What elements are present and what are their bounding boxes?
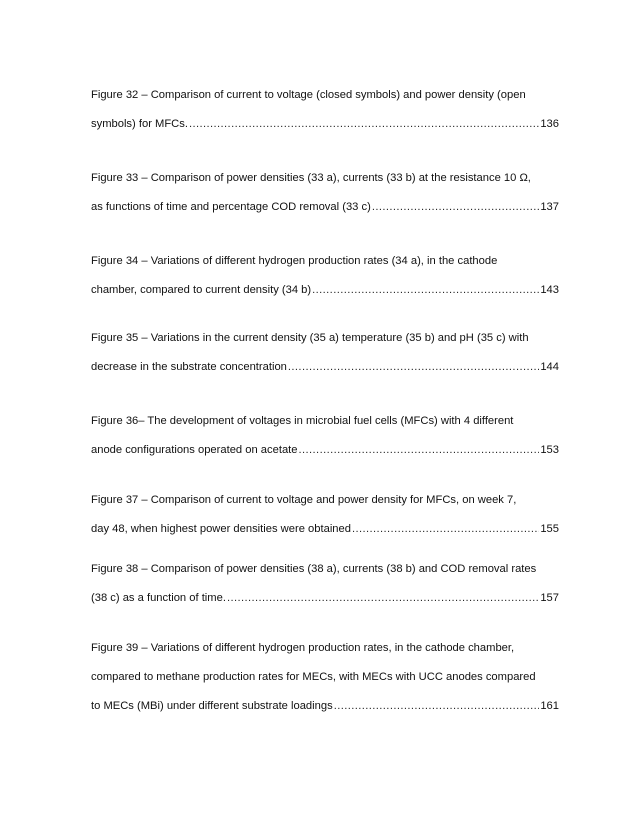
entry-leader-line [91, 283, 559, 297]
dot-leader [299, 443, 540, 457]
entry-text-line: Figure 33 – Comparison of power densities (33 a), currents (33 b) at the resistance 10 Ω, [91, 172, 531, 184]
toc-entry-figure-38 [91, 562, 559, 605]
entry-text-end: decrease in the substrate concentration [91, 361, 287, 373]
dot-leader [312, 283, 539, 297]
entry-leader-line [91, 360, 559, 374]
entry-text-line: Figure 36– The development of voltages in microbial fuel cells (MFCs) with 4 different [91, 415, 514, 427]
entry-text-line: Figure 32 – Comparison of current to voltage (closed symbols) and power density (open [91, 89, 526, 101]
entry-text-line: Figure 35 – Variations in the current density (35 a) temperature (35 b) and pH (35 c) with [91, 332, 529, 344]
entry-leader-line [91, 200, 559, 214]
page-number: 153 [540, 444, 559, 456]
dot-leader [189, 117, 539, 131]
dot-leader [288, 360, 539, 374]
entry-text-line: compared to methane production rates for MECs, with MECs with UCC anodes compared [91, 671, 536, 683]
entry-text-line: Figure 34 – Variations of different hydrogen production rates (34 a), in the cathode [91, 255, 498, 267]
page-number: 157 [540, 592, 559, 604]
dot-leader [372, 200, 540, 214]
page-number: 161 [540, 700, 559, 712]
entry-text-line: Figure 38 – Comparison of power densities (38 a), currents (38 b) and COD removal rates [91, 563, 537, 575]
dot-leader [227, 591, 539, 605]
entry-leader-line [91, 443, 559, 457]
entry-text-line: Figure 37 – Comparison of current to voltage and power density for MFCs, on week 7, [91, 494, 517, 506]
entry-leader-line [91, 591, 559, 605]
page-number: 143 [540, 284, 559, 296]
entry-leader-line [91, 117, 559, 131]
page-number: 137 [540, 201, 559, 213]
entry-leader-line [91, 522, 559, 536]
entry-text-line: Figure 39 – Variations of different hydrogen production rates, in the cathode chamber, [91, 642, 515, 654]
entry-text-end: day 48, when highest power densities were obtained [91, 523, 351, 535]
dot-leader [334, 699, 540, 713]
page-number: 155 [540, 523, 559, 535]
toc-entry-figure-37 [91, 493, 559, 536]
toc-entry-figure-39 [91, 641, 559, 713]
entry-text-end: to MECs (MBi) under different substrate loadings [91, 700, 333, 712]
toc-entry-figure-35 [91, 331, 559, 374]
toc-entry-figure-36 [91, 414, 559, 457]
entry-text-end: (38 c) as a function of time. [91, 592, 226, 604]
toc-entry-figure-32 [91, 88, 559, 131]
toc-entry-figure-34 [91, 254, 559, 297]
entry-text-end: chamber, compared to current density (34 b) [91, 284, 312, 296]
entry-text-end: symbols) for MFCs. [91, 118, 188, 130]
page-number: 136 [540, 118, 559, 130]
entry-text-end: anode configurations operated on acetate [91, 444, 298, 456]
dot-leader [352, 522, 539, 536]
entry-leader-line [91, 699, 559, 713]
page-number: 144 [540, 361, 559, 373]
entry-text-end: as functions of time and percentage COD removal (33 c) [91, 201, 371, 213]
toc-entry-figure-33 [91, 171, 559, 214]
